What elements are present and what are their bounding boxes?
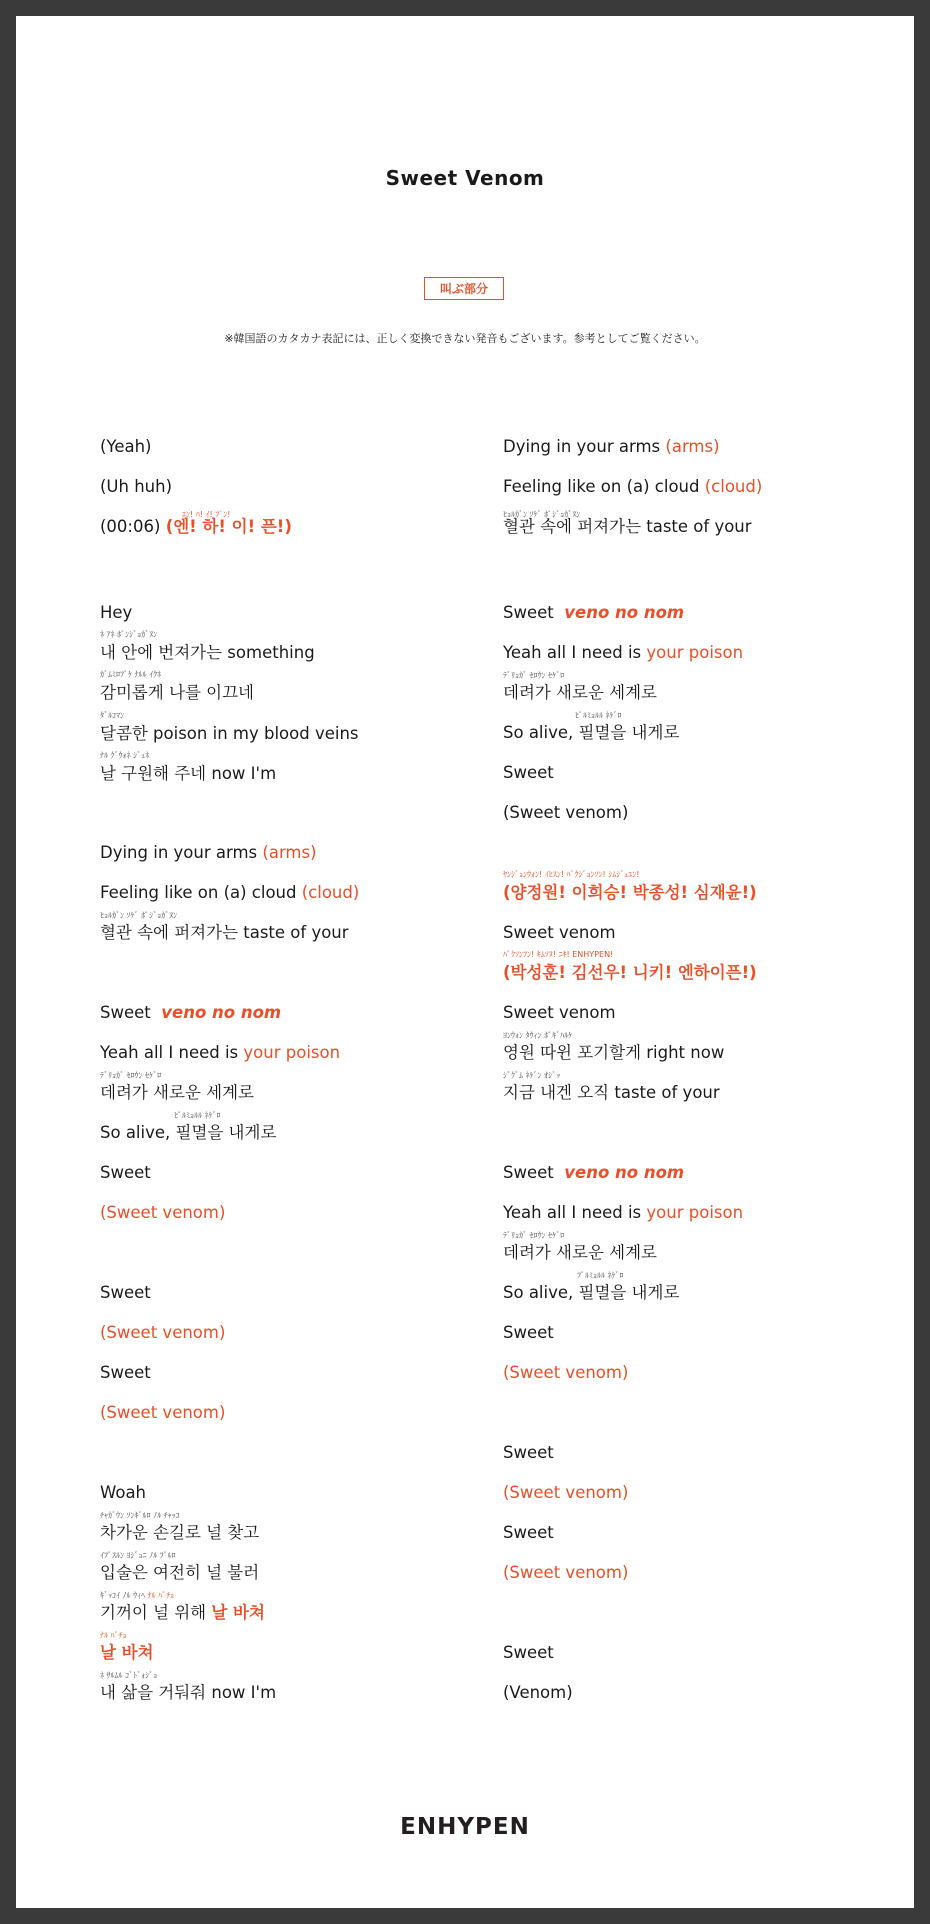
lyric-line: So alive, 필멸을 내게로 (503, 1283, 680, 1302)
lyric-line: Feeling like on (a) cloud (cloud) (503, 477, 763, 496)
shout-text: (양정원! 이희승! 박종성! 심재윤!) (503, 883, 757, 902)
ruby-katakana: ﾁｬｶﾞｳﾝ ｿﾝｷﾞﾙﾛ ﾉﾙ ﾁｬｯｺ (100, 1511, 180, 1520)
lyric-line: Woah (100, 1483, 147, 1502)
lyric-line: 영원 따윈 포기할게 right now (503, 1043, 725, 1062)
lyric-line: Dying in your arms (arms) (100, 843, 317, 862)
lyric-line: 날 구원해 주네 now I'm (100, 764, 277, 783)
lyric-line: Sweet venom (503, 1003, 616, 1022)
lyric-line: 기꺼이 널 위해 날 바쳐 (100, 1603, 265, 1622)
ruby-katakana: ﾈ ｻﾙﾑﾙ ｺﾞﾄﾞｫｼﾞｮ (100, 1671, 158, 1680)
ruby-katakana: ｴﾝ! ﾊ! ｲ! ﾌﾟﾝ! (182, 510, 231, 519)
ruby-katakana: ﾋﾟﾙﾐｮﾙﾙ ﾈｹﾞﾛ (174, 1111, 221, 1120)
lyric-line: Sweet (503, 1443, 554, 1462)
ruby-katakana: ﾃﾞﾘｮｶﾞ ｾﾛｳﾝ ｾｹﾞﾛ (503, 671, 565, 680)
lyric-line: Sweet (100, 1163, 151, 1182)
ruby-katakana: ﾊﾟｸｿﾝﾌﾝ! ｷﾑｿﾇ! ﾆｷ! ENHYPEN! (503, 950, 614, 959)
lyric-line: 차가운 손길로 널 찾고 (100, 1523, 260, 1542)
lyric-line: Sweet (503, 1523, 554, 1542)
lyric-line: Feeling like on (a) cloud (cloud) (100, 883, 360, 902)
ruby-katakana: ｼﾞｸﾞﾑ ﾈｹﾞﾝ ｵｼﾞｯ (503, 1071, 561, 1080)
lyric-line: (Uh huh) (100, 477, 173, 496)
song-title: Sweet Venom (385, 166, 545, 190)
lyric-line: Dying in your arms (arms) (503, 437, 720, 456)
ruby-katakana: ﾋｮﾙｶﾞﾝ ｿｹﾞ ﾎﾟｼﾞｮｶﾞﾇﾝ (100, 911, 178, 920)
lyric-line (100, 1642, 154, 1664)
lyric-line: Sweet veno no nom (503, 1163, 685, 1182)
shout-text: (박성훈! 김선우! 니키! 엔하이픈!) (503, 963, 757, 982)
ruby-katakana: ｷﾞｯｺｲ ﾉﾙ ｳｨﾍ ﾅﾙ ﾊﾞﾁｮ (100, 1591, 175, 1600)
lyric-line: Sweet venom (503, 923, 616, 942)
lyric-line: 데려가 새로운 세계로 (503, 1243, 657, 1262)
shout-text: (엔! 하! 이! 픈!) (165, 517, 292, 536)
lyric-line: Sweet (503, 1323, 554, 1342)
lyric-line: (Sweet venom) (100, 1203, 226, 1222)
shout-legend-badge: 叫ぶ部分 (424, 277, 504, 300)
lyric-line: Sweet (503, 1643, 554, 1662)
ruby-katakana: ｶﾞﾑﾐﾛﾌﾟｹ ﾅﾙﾙ ｲｸﾈ (100, 670, 162, 679)
shout-text: 날 바쳐 (211, 1603, 265, 1622)
lyric-line: 데려가 새로운 세계로 (503, 683, 657, 702)
ruby-katakana: ﾋｮﾙｶﾞﾝ ｿｹﾞ ﾎﾟｼﾞｮｶﾞﾇﾝ (503, 510, 581, 519)
lyric-line: Yeah all I need is your poison (100, 1043, 341, 1062)
shout-text: 날 바쳐 (100, 1643, 154, 1662)
ruby-katakana: ﾋﾟﾙﾐｮﾙﾙ ﾈｹﾞﾛ (575, 711, 622, 720)
lyric-line: 데려가 새로운 세계로 (100, 1083, 254, 1102)
ruby-katakana: ﾅﾙ ｸﾞｳｫﾈ ｼﾞｭﾈ (100, 751, 150, 760)
lyric-line: Sweet (100, 1283, 151, 1302)
ruby-katakana: ﾅﾙ ﾊﾞﾁｮ (100, 1631, 127, 1640)
lyric-line: 혈관 속에 퍼져가는 taste of your (503, 517, 752, 536)
lyric-line: So alive, 필멸을 내게로 (503, 723, 680, 742)
lyric-line: (Yeah) (100, 437, 152, 456)
ruby-katakana: ﾌﾟﾙﾐｮﾙﾙ ﾈｹﾞﾛ (577, 1271, 624, 1280)
lyric-line: (Sweet venom) (503, 1563, 629, 1582)
lyric-line: 입술은 여전히 널 불러 (100, 1563, 260, 1582)
lyric-line: So alive, 필멸을 내게로 (100, 1123, 277, 1142)
lyric-line (503, 882, 757, 904)
lyric-line: (Sweet venom) (503, 1483, 629, 1502)
ruby-katakana: ﾖﾝｳｫﾝ ﾀｳｨﾝ ﾎﾟｷﾞﾊﾙｹ (503, 1031, 573, 1040)
lyric-line: 내 안에 번져가는 something (100, 643, 315, 662)
lyric-line: (Sweet venom) (503, 1363, 629, 1382)
lyric-line: (Sweet venom) (503, 803, 629, 822)
lyric-line (503, 962, 757, 984)
ruby-katakana: ﾔﾝｼﾞｮﾝｳｫﾝ! ｲﾋｽﾝ! ﾊﾟｸｼﾞｮﾝｿﾝ! ｼﾑｼﾞｪﾕﾝ! (503, 870, 640, 879)
lyric-line: Yeah all I need is your poison (503, 1203, 744, 1222)
lyric-line: 감미롭게 나를 이끄네 (100, 683, 254, 702)
lyric-line: Sweet (503, 763, 554, 782)
ruby-katakana: ﾃﾞﾘｮｶﾞ ｾﾛｳﾝ ｾｹﾞﾛ (100, 1071, 162, 1080)
lyric-line: (Sweet venom) (100, 1323, 226, 1342)
lyric-line: Sweet (100, 1363, 151, 1382)
lyrics-sheet (16, 16, 914, 1908)
lyric-line: (Sweet venom) (100, 1403, 226, 1422)
lyric-line: Yeah all I need is your poison (503, 643, 744, 662)
ruby-katakana: ﾃﾞﾘｮｶﾞ ｾﾛｳﾝ ｾｹﾞﾛ (503, 1231, 565, 1240)
lyric-line: 혈관 속에 퍼져가는 taste of your (100, 923, 349, 942)
ruby-katakana: ﾈ ｱﾈ ﾎﾟﾝｼﾞｮｶﾞﾇﾝ (100, 630, 158, 639)
lyric-line: Sweet veno no nom (100, 1003, 282, 1022)
lyric-line: 내 삶을 거둬줘 now I'm (100, 1683, 277, 1702)
lyric-line: 지금 내겐 오직 taste of your (503, 1083, 720, 1102)
ruby-katakana: ｲﾌﾟｽﾙﾝ ﾖｼﾞｮﾆ ﾉﾙ ﾌﾟﾙﾛ (100, 1551, 176, 1560)
lyric-line: (Venom) (503, 1683, 573, 1702)
lyric-line: 달콤한 poison in my blood veins (100, 724, 359, 743)
enhypen-logo: ENHYPEN (400, 1814, 530, 1840)
katakana-note: ※韓国語のカタカナ表記には、正しく変換できない発音もございます。参考としてご覧ください。 (224, 332, 706, 345)
ruby-katakana: ﾀﾞﾙｺﾏﾝ (100, 711, 124, 720)
lyric-line: (00:06) (엔! 하! 이! 픈!) (100, 517, 292, 536)
lyric-line: Sweet veno no nom (503, 603, 685, 622)
lyric-line: Hey (100, 603, 133, 622)
